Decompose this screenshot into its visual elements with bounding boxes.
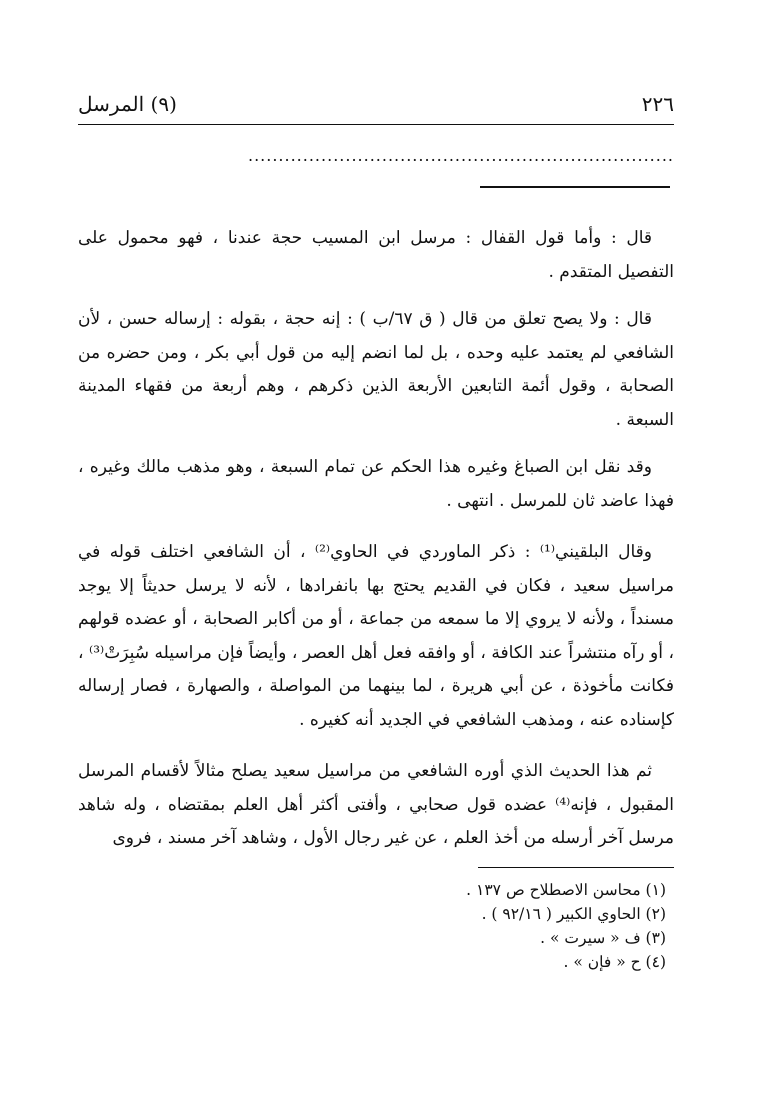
chapter-title: (٩) المرسل bbox=[78, 92, 177, 116]
header-rule bbox=[78, 124, 674, 125]
body-text bbox=[78, 222, 674, 874]
page-number: ٢٢٦ bbox=[641, 92, 674, 116]
footnote: (٢) الحاوي الكبير ( ٩٢/١٦ ) . bbox=[481, 905, 666, 923]
paragraph: ثم هذا الحديث الذي أوره الشافعي من مراسيل سعيد يصلح مثالاً لأقسام المرسل المقبول ، فإنه⁽⁴⁾ عضده قول صحابي ، وأفتى أكثر أهل العلم بمقتضاه ، وله شاهد مرسل آخر أرسله من أخذ العلم ، عن غير رجال الأول ، وشاهد آخر مسند ، فروى bbox=[78, 761, 674, 848]
section-rule bbox=[480, 186, 670, 188]
footnote: (١) محاسن الاصطلاح ص ١٣٧ . bbox=[466, 881, 666, 899]
footnote: (٣) ف « سيرت » . bbox=[540, 929, 666, 947]
dotted-separator: ...................................................................... bbox=[247, 148, 674, 164]
paragraph: وقد نقل ابن الصباغ وغيره هذا الحكم عن تمام السبعة ، وهو مذهب مالك وغيره ، فهذا عاضد ثان للمرسل . انتهى . bbox=[78, 457, 674, 511]
footnote-rule bbox=[478, 867, 674, 868]
footnote: (٤) ح « فإن » . bbox=[563, 953, 666, 971]
footnotes bbox=[78, 878, 668, 974]
page-header bbox=[78, 92, 674, 116]
paragraph: قال : ولا يصح تعلق من قال ( ق ٦٧/ب ) : إنه حجة ، بقوله : إرساله حسن ، لأن الشافعي لم يعتمد عليه وحده ، بل لما انضم إليه من قول أبي بكر ، ومن حضره من الصحابة ، وقول أئمة التابعين الأربعة الذين ذكرهم ، وهم أربعة من فقهاء المدينة السبعة . bbox=[78, 309, 674, 430]
paragraph: وقال البلقيني⁽¹⁾ : ذكر الماوردي في الحاوي⁽²⁾ ، أن الشافعي اختلف قوله في مراسيل سعيد ، فكان في القديم يحتج بها بانفرادها ، لأنه لا يرسل حديثاً إلا يوجد مسنداً ، ولأنه لا يروي إلا ما سمعه من جماعة ، أو من أكابر الصحابة ، أو عضده قولهم ، أو رآه منتشراً عند الكافة ، أو وافقه فعل أهل العصر ، وأيضاً فإن مراسيله سُبِرَتْ⁽³⁾ ، فكانت مأخوذة ، عن أبي هريرة ، لما بينهما من المواصلة ، والصهارة ، فصار إرساله كإسناده عنه ، ومذهب الشافعي في الجديد أنه كغيره . bbox=[78, 542, 674, 730]
paragraph: قال : وأما قول القفال : مرسل ابن المسيب حجة عندنا ، فهو محمول على التفصيل المتقدم . bbox=[78, 228, 674, 282]
